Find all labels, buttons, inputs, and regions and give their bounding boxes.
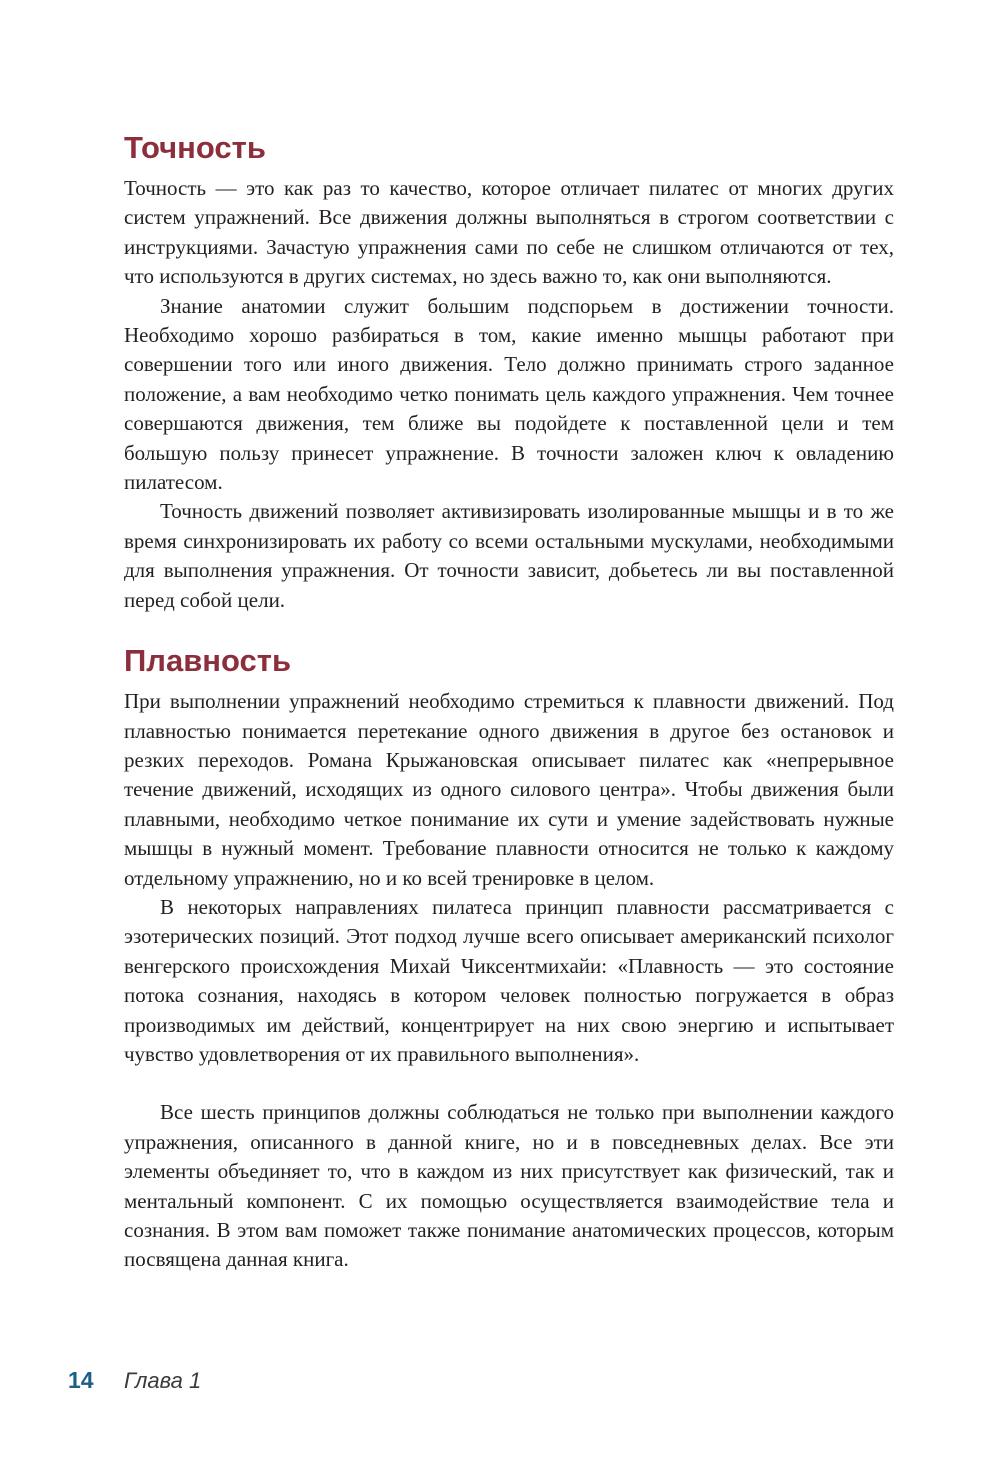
paragraph: Точность — это как раз то качество, которое отличает пилатес от многих других систем упражнений. Все движения должны выполняться в строгом соответствии с инструкциями. Зачастую упражнения сами по себе не слишком отличаются от тех, что используются в других системах, но здесь важно то, как они выполняются. bbox=[124, 176, 894, 289]
section-title-precision: Точность bbox=[124, 130, 266, 165]
page-content bbox=[124, 128, 894, 1275]
section-fluidity bbox=[124, 641, 894, 1069]
paragraph: Знание анатомии служит большим подспорьем в достижении точности. Необходимо хорошо разбираться в том, какие именно мышцы работают при совершении того или иного движения. Тело должно принимать строго заданное положение, а вам необходимо четко понимать цель каждого упражнения. Чем точнее совершаются движения, тем ближе вы подойдете к поставленной цели и тем большую пользу принесет упражнение. В точности заложен ключ к овладению пилатесом. bbox=[124, 293, 894, 495]
chapter-label: Глава 1 bbox=[124, 1368, 202, 1393]
paragraph: Точность движений позволяет активизировать изолированные мышцы и в то же время синхронизировать их работу со всеми остальными мускулами, необходимыми для выполнения упражнения. От точности зависит, добьетесь ли вы поставленной перед собой цели. bbox=[124, 499, 894, 612]
paragraph: В некоторых направлениях пилатеса принцип плавности рассматривается с эзотерических позиций. Этот подход лучше всего описывает американский психолог венгерского происхождения Михай Чиксентмихайи: «Плавность — это состояние потока сознания, находясь в котором человек полностью погружается в образ производимых им действий, концентрирует на них свою энергию и испытывает чувство удовлетворения от их правильного выполнения». bbox=[124, 894, 894, 1066]
section-precision bbox=[124, 128, 894, 615]
page-footer bbox=[68, 1367, 201, 1394]
summary-paragraph: Все шесть принципов должны соблюдаться не только при выполнении каждого упражнения, описанного в данной книге, но и в повседневных делах. Все эти элементы объединяет то, что в каждом из них присутствует как физический, так и ментальный компонент. С их помощью осуществляется взаимодействие тела и сознания. В этом вам поможет также понимание анатомических процессов, которым посвящена данная книга. bbox=[124, 1100, 894, 1272]
paragraph: При выполнении упражнений необходимо стремиться к плавности движений. Под плавностью понимается перетекание одного движения в другое без остановок и резких переходов. Романа Крыжановская описывает пилатес как «непрерывное течение движений, исходящих из одного силового центра». Чтобы движения были плавными, необходимо четкое понимание их сути и умение задействовать нужные мышцы в нужный момент. Требование плавности относится не только к каждому отдельному упражнению, но и ко всей тренировке в целом. bbox=[124, 689, 894, 890]
page-number: 14 bbox=[68, 1367, 94, 1393]
section-title-fluidity: Плавность bbox=[124, 643, 292, 679]
